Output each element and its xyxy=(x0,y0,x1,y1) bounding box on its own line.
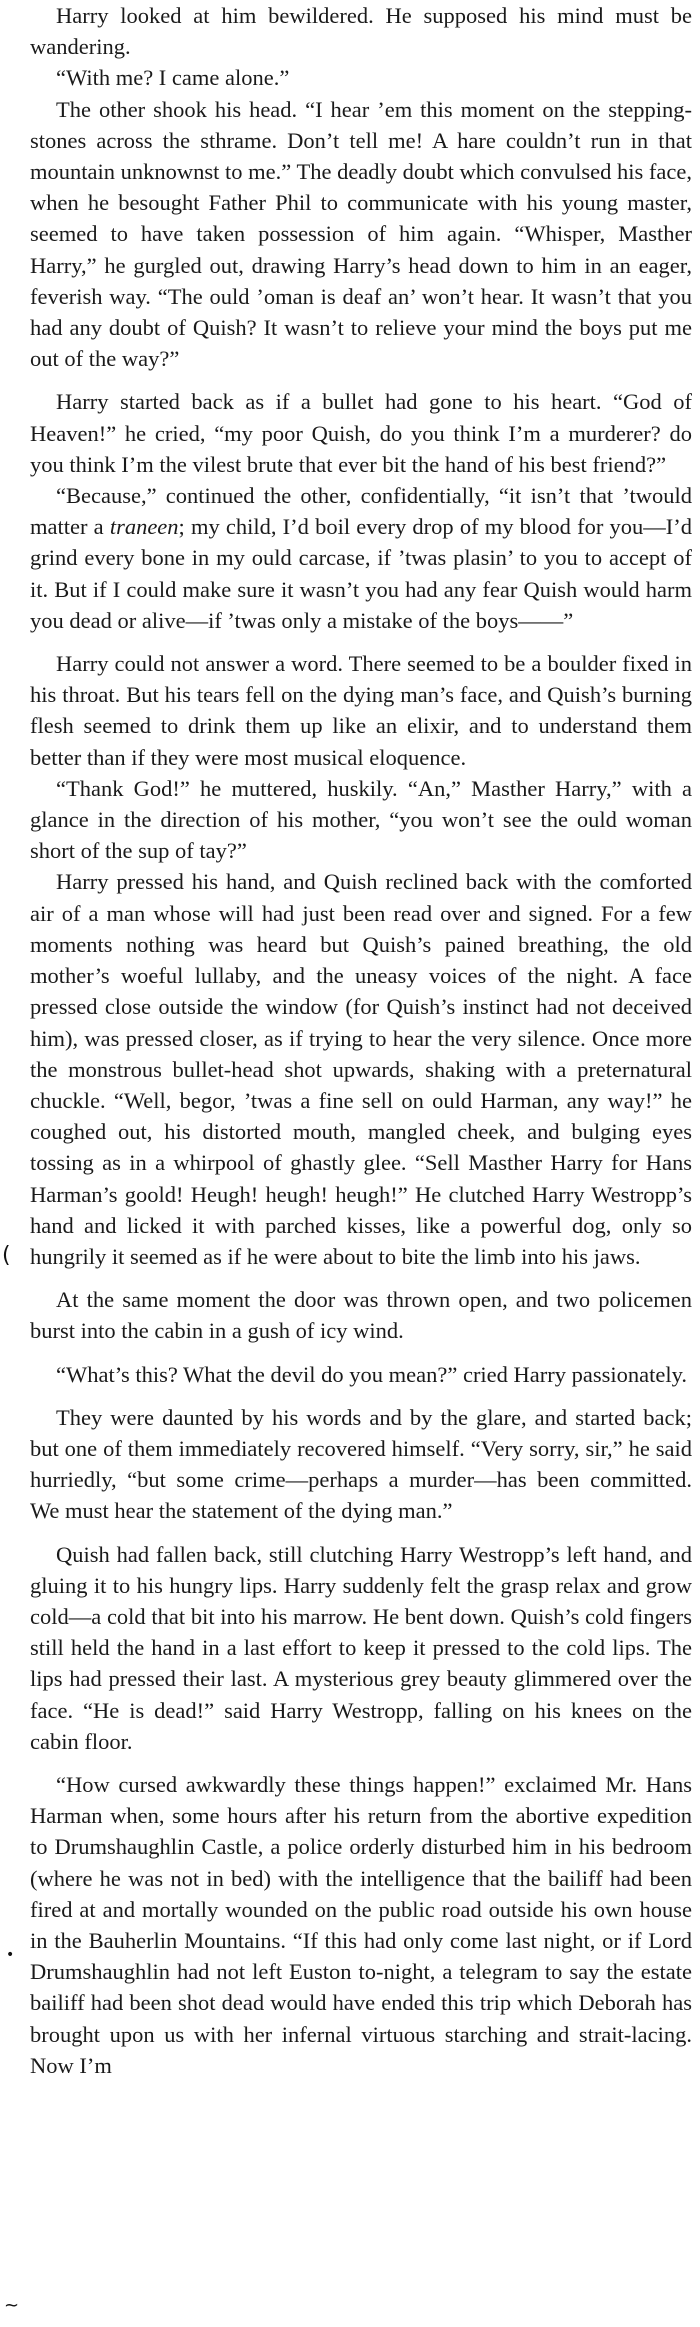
italic-word: traneen xyxy=(109,514,179,540)
paragraph: Quish had fallen back, still clutching Harry Westropp’s left hand, and gluing it to his hungry lips. Harry suddenly felt the grasp relax and grow cold—a cold that bit into his marrow. He bent down. Quish’s cold fingers still held the hand in a last effort to keep it pressed to the cold lips. The lips had pressed their last. A mysterious grey beauty glimmered over the face. “He is dead!” said Harry Westropp, falling on his knees on the cabin floor. xyxy=(30,1541,692,1754)
margin-mark: • xyxy=(6,1947,15,1963)
paragraph: “Thank God!” he muttered, huskily. “An,” Masther Harry,” with a glance in the direction of his mother, “you won’t see the ould woman short of the sup of tay?” xyxy=(30,775,692,864)
margin-mark: ( xyxy=(2,1243,11,1268)
paragraph: Harry started back as if a bullet had gone to his heart. “God of Heaven!” he cried, “my poor Quish, do you think I’m a murderer? do you think I’m the vilest brute that ever bit the hand of his best friend?” xyxy=(30,389,692,477)
paragraph: Harry could not answer a word. There seemed to be a boulder fixed in his throat. But his tears fell on the dying man’s face, and Quish’s burning flesh seemed to drink them up like an elixir, and to understand them better than if they were most musical eloquence. xyxy=(30,651,692,770)
paragraph: “With me? I came alone.” xyxy=(56,65,290,91)
paragraph: “Because,” continued the other, confidentially, “it isn’t that ’twould matter a traneen; my child, I’d boil every drop of my blood for you—I’d grind every bone in my ould carcase, if ’twas plasin’ to you to accept of it. But if I could make sure it wasn’t you had any fear Quish would harm you dead or alive—if ’twas only a mistake of the boys——” xyxy=(30,483,692,633)
paragraph: The other shook his head. “I hear ’em this moment on the stepping-stones across the sthrame. Don’t tell me! A hare couldn’t run in that mountain unknownst to me.” The deadly doubt which convulsed his face, when he besought Father Phil to communicate with his young master, seemed to have taken possession of him again. “Whisper, Masther Harry,” he gurgled out, drawing Harry’s head down to him in an eager, feverish way. “The ould ’oman is deaf an’ won’t hear. It wasn’t that you had any doubt of Quish? It wasn’t to relieve your mind the boys put me out of the way?” xyxy=(30,96,692,372)
paragraph: At the same moment the door was thrown open, and two policemen burst into the cabin in a gush of icy wind. xyxy=(30,1287,692,1344)
paragraph: Harry pressed his hand, and Quish reclined back with the comforted air of a man whose will had just been read over and signed. For a few moments nothing was heard but Quish’s pained breathing, the old mother’s woeful lullaby, and the uneasy voices of the night. A face pressed close outside the window (for Quish’s instinct had not deceived him), was pressed closer, as if trying to hear the very silence. Once more the monstrous bullet-head shot upwards, shaking with a preternatural chuckle. “Well, begor, ’twas a fine sell on ould Harman, any way!” he coughed out, his distorted mouth, mangled cheek, and bulging eyes tossing as in a whirpool of ghastly glee. “Sell Masther Harry for Hans Harman’s goold! Heugh! heugh! heugh!” He clutched Harry Westropp’s hand and licked it with parched kisses, like a powerful dog, only so hungrily it seemed as if he were about to bite the limb into his jaws. xyxy=(30,869,692,1269)
paragraph: They were daunted by his words and by the glare, and started back; but one of them immediately recovered himself. “Very sorry, sir,” he said hurriedly, “but some crime—perhaps a murder—has been committed. We must hear the statement of the dying man.” xyxy=(30,1404,692,1524)
paragraph: Harry looked at him bewildered. He supposed his mind must be wandering. xyxy=(30,3,692,60)
paragraph: “What’s this? What the devil do you mean?” cried Harry passionately. xyxy=(56,1361,688,1387)
margin-mark: ~ xyxy=(4,2295,20,2316)
paragraph: “How cursed awkwardly these things happen!” exclaimed Mr. Hans Harman when, some hours after his return from the abortive expedition to Drumshaughlin Castle, a police orderly disturbed him in his bedroom (where he was not in bed) with the intelligence that the bailiff had been fired at and mortally wounded on the public road outside his own house in the Bauherlin Mountains. “If this had only come last night, or if Lord Drumshaughlin had not left Euston to-night, a telegram to say the estate bailiff had been shot dead would have ended this trip which Deborah has brought upon us with her infernal virtuous starching and strait-lacing. Now I’m xyxy=(30,1771,692,2078)
